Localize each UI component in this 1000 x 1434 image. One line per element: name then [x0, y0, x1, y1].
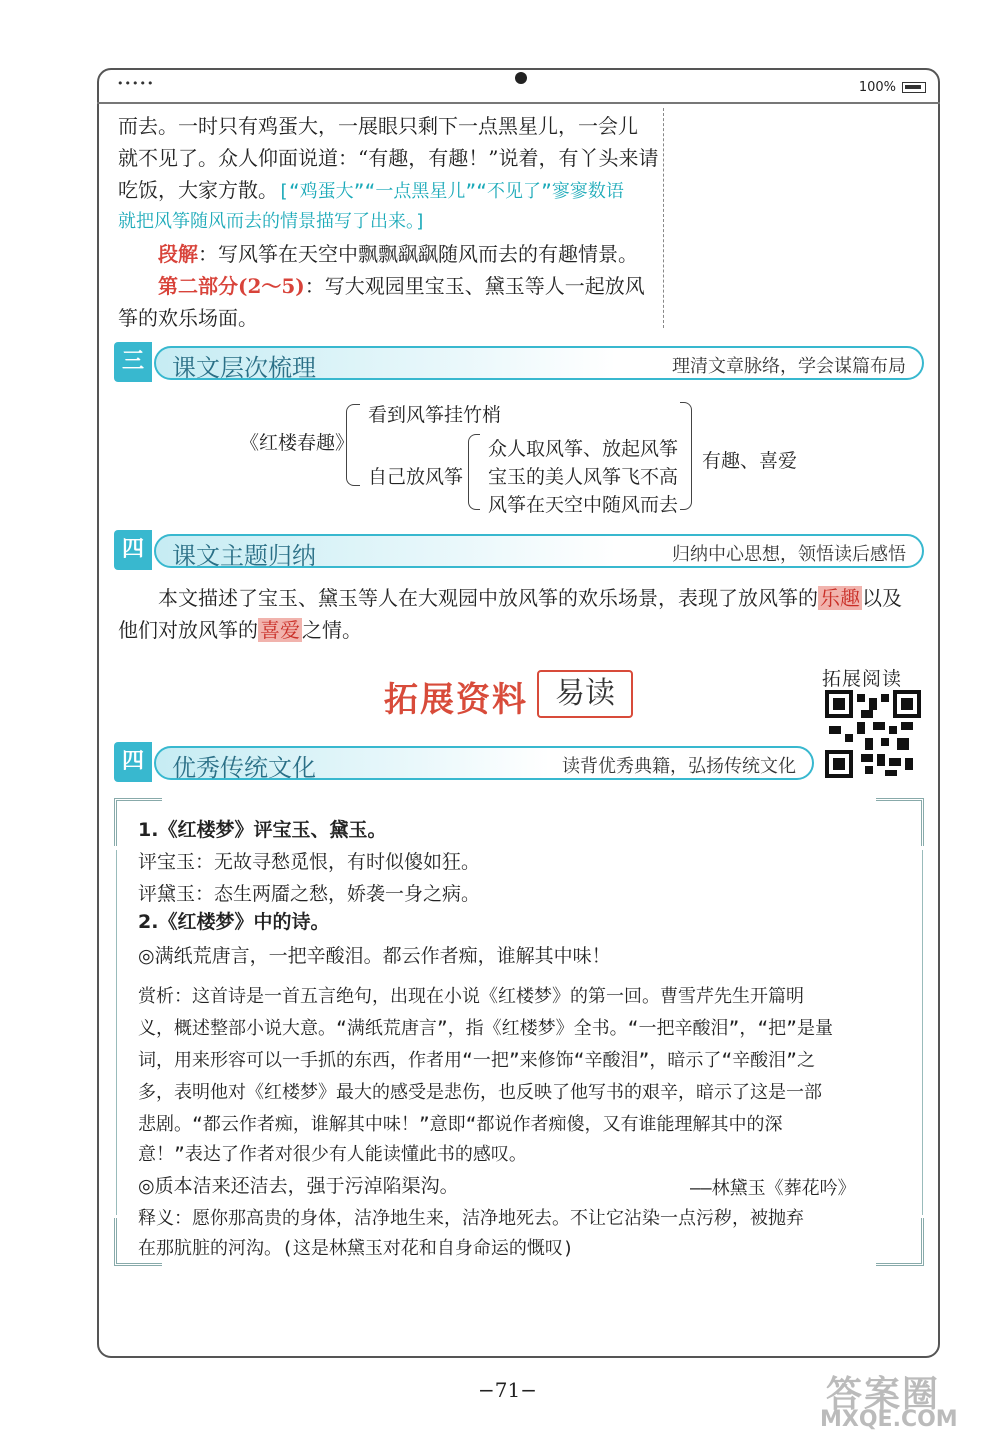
culture-text: 评宝玉：无故寻愁觅恨，有时似傻如狂。	[138, 851, 481, 873]
section-title: 课文层次梳理	[172, 354, 316, 382]
theme-text	[158, 582, 902, 614]
extension-title: 拓展资料	[384, 680, 528, 720]
section-header-culture	[114, 742, 814, 782]
section-subtitle: 读背优秀典籍，弘扬传统文化	[562, 756, 796, 777]
section-title: 优秀传统文化	[172, 754, 316, 782]
section-subtitle: 理清文章脉络，学会谋篇布局	[672, 356, 906, 377]
culture-heading: 2.《红楼梦》中的诗。	[138, 911, 330, 933]
analysis-line: 意！”表达了作者对很少有人能读懂此书的感叹。	[138, 1144, 527, 1165]
extension-badge: 易读	[537, 670, 633, 718]
column-divider	[663, 108, 664, 328]
text-span: 他们对放风筝的	[118, 618, 258, 642]
tree-result: 有趣、喜爱	[702, 450, 798, 472]
analysis-line: 义，概述整部小说大意。“满纸荒唐言”，指《红楼梦》全书。“一把辛酸泪”，“把”是量	[138, 1018, 834, 1039]
left-brace	[468, 434, 480, 510]
tree-branch: 自己放风筝	[368, 466, 464, 488]
section-number: 四	[114, 742, 152, 782]
culture-text: 评黛玉：态生两靥之愁，娇袭一身之病。	[138, 883, 481, 905]
annotation: 就把风筝随风而去的情景描写了出来。]	[118, 211, 426, 232]
tree-branch: 看到风筝挂竹梢	[368, 404, 502, 426]
text-line: 而去。一时只有鸡蛋大，一展眼只剩下一点黑星儿，一会儿	[118, 114, 638, 138]
tree-root: 《红楼春趣》	[240, 432, 355, 454]
section-title: 课文主题归纳	[172, 542, 316, 570]
part-text: ：写大观园里宝玉、黛玉等人一起放风	[304, 274, 645, 298]
part-label: 第二部分(2～5)	[158, 274, 305, 298]
summary-text: ：写风筝在天空中飘飘飖飖随风而去的有趣情景。	[198, 242, 638, 266]
text-span: 吃饭，大家方散。	[118, 178, 278, 202]
poem-line: ◎质本洁来还洁去，强于污淖陷渠沟。	[138, 1175, 459, 1197]
tree-leaf: 风筝在天空中随风而去	[488, 494, 679, 516]
text-line: 就不见了。众人仰面说道：“有趣，有趣！”说着，有丫头来请	[118, 146, 659, 170]
page-number: −71−	[478, 1378, 537, 1402]
frame-corner	[876, 1218, 924, 1266]
highlight: 喜爱	[260, 618, 300, 642]
analysis-line: 赏析：这首诗是一首五言绝句，出现在小说《红楼梦》的第一回。曹雪芹先生开篇明	[138, 986, 804, 1007]
analysis-line: 悲剧。“都云作者痴，谁解其中味！”意即“都说作者痴傻，又有谁能理解其中的深	[138, 1114, 783, 1135]
poem-source: ——林黛玉《葬花吟》	[690, 1178, 856, 1199]
tree-leaf: 众人取风筝、放起风筝	[488, 438, 679, 460]
section-number: 三	[114, 342, 152, 382]
section-header-theme	[114, 530, 924, 570]
battery-level: 100%	[858, 80, 896, 95]
battery-icon	[902, 82, 926, 93]
summary-label: 段解	[158, 242, 198, 266]
highlight: 乐趣	[820, 586, 860, 610]
signal-icon: •••••	[117, 77, 155, 90]
part-summary	[158, 270, 645, 302]
paragraph-summary	[158, 238, 638, 270]
frame-side	[922, 850, 923, 1215]
theme-text	[118, 614, 362, 646]
left-brace	[346, 404, 360, 486]
camera-icon	[515, 72, 527, 84]
explanation-line: 在那肮脏的河沟。(这是林黛玉对花和自身命运的慨叹)	[138, 1238, 574, 1259]
frame-corner	[876, 798, 924, 846]
annotation: [“鸡蛋大”“一点黑星儿”“不见了”寥寥数语	[278, 181, 624, 202]
text-span: 本文描述了宝玉、黛玉等人在大观园中放风筝的欢乐场景，表现了放风筝的	[158, 586, 818, 610]
watermark-logo: 答案圈	[826, 1374, 941, 1415]
text-span: 之情。	[302, 618, 362, 642]
section-header-structure	[114, 342, 924, 382]
text-line: 筝的欢乐场面。	[118, 306, 258, 330]
explanation-line: 释义：愿你那高贵的身体，洁净地生来，洁净地死去。不让它沾染一点污秽，被抛弃	[138, 1208, 804, 1229]
status-bar	[97, 68, 940, 104]
analysis-line: 多，表明他对《红楼梦》最大的感受是悲伤，也反映了他写书的艰辛，暗示了这是一部	[138, 1082, 822, 1103]
frame-side	[116, 850, 117, 1215]
watermark-url: MXQE.COM	[820, 1407, 958, 1432]
analysis-line: 词，用来形容可以一手抓的东西，作者用“一把”来修饰“辛酸泪”，暗示了“辛酸泪”之	[138, 1050, 816, 1071]
section-number: 四	[114, 530, 152, 570]
tree-leaf: 宝玉的美人风筝飞不高	[488, 466, 679, 488]
section-subtitle: 归纳中心思想，领悟读后感悟	[672, 544, 906, 565]
qr-code-icon[interactable]	[825, 690, 921, 778]
right-brace	[680, 402, 692, 510]
poem-line: ◎满纸荒唐言，一把辛酸泪。都云作者痴，谁解其中味！	[138, 945, 611, 967]
qr-label: 拓展阅读	[822, 668, 903, 690]
text-span: 以及	[862, 586, 902, 610]
culture-heading: 1.《红楼梦》评宝玉、黛玉。	[138, 819, 387, 841]
text-line	[118, 174, 624, 208]
